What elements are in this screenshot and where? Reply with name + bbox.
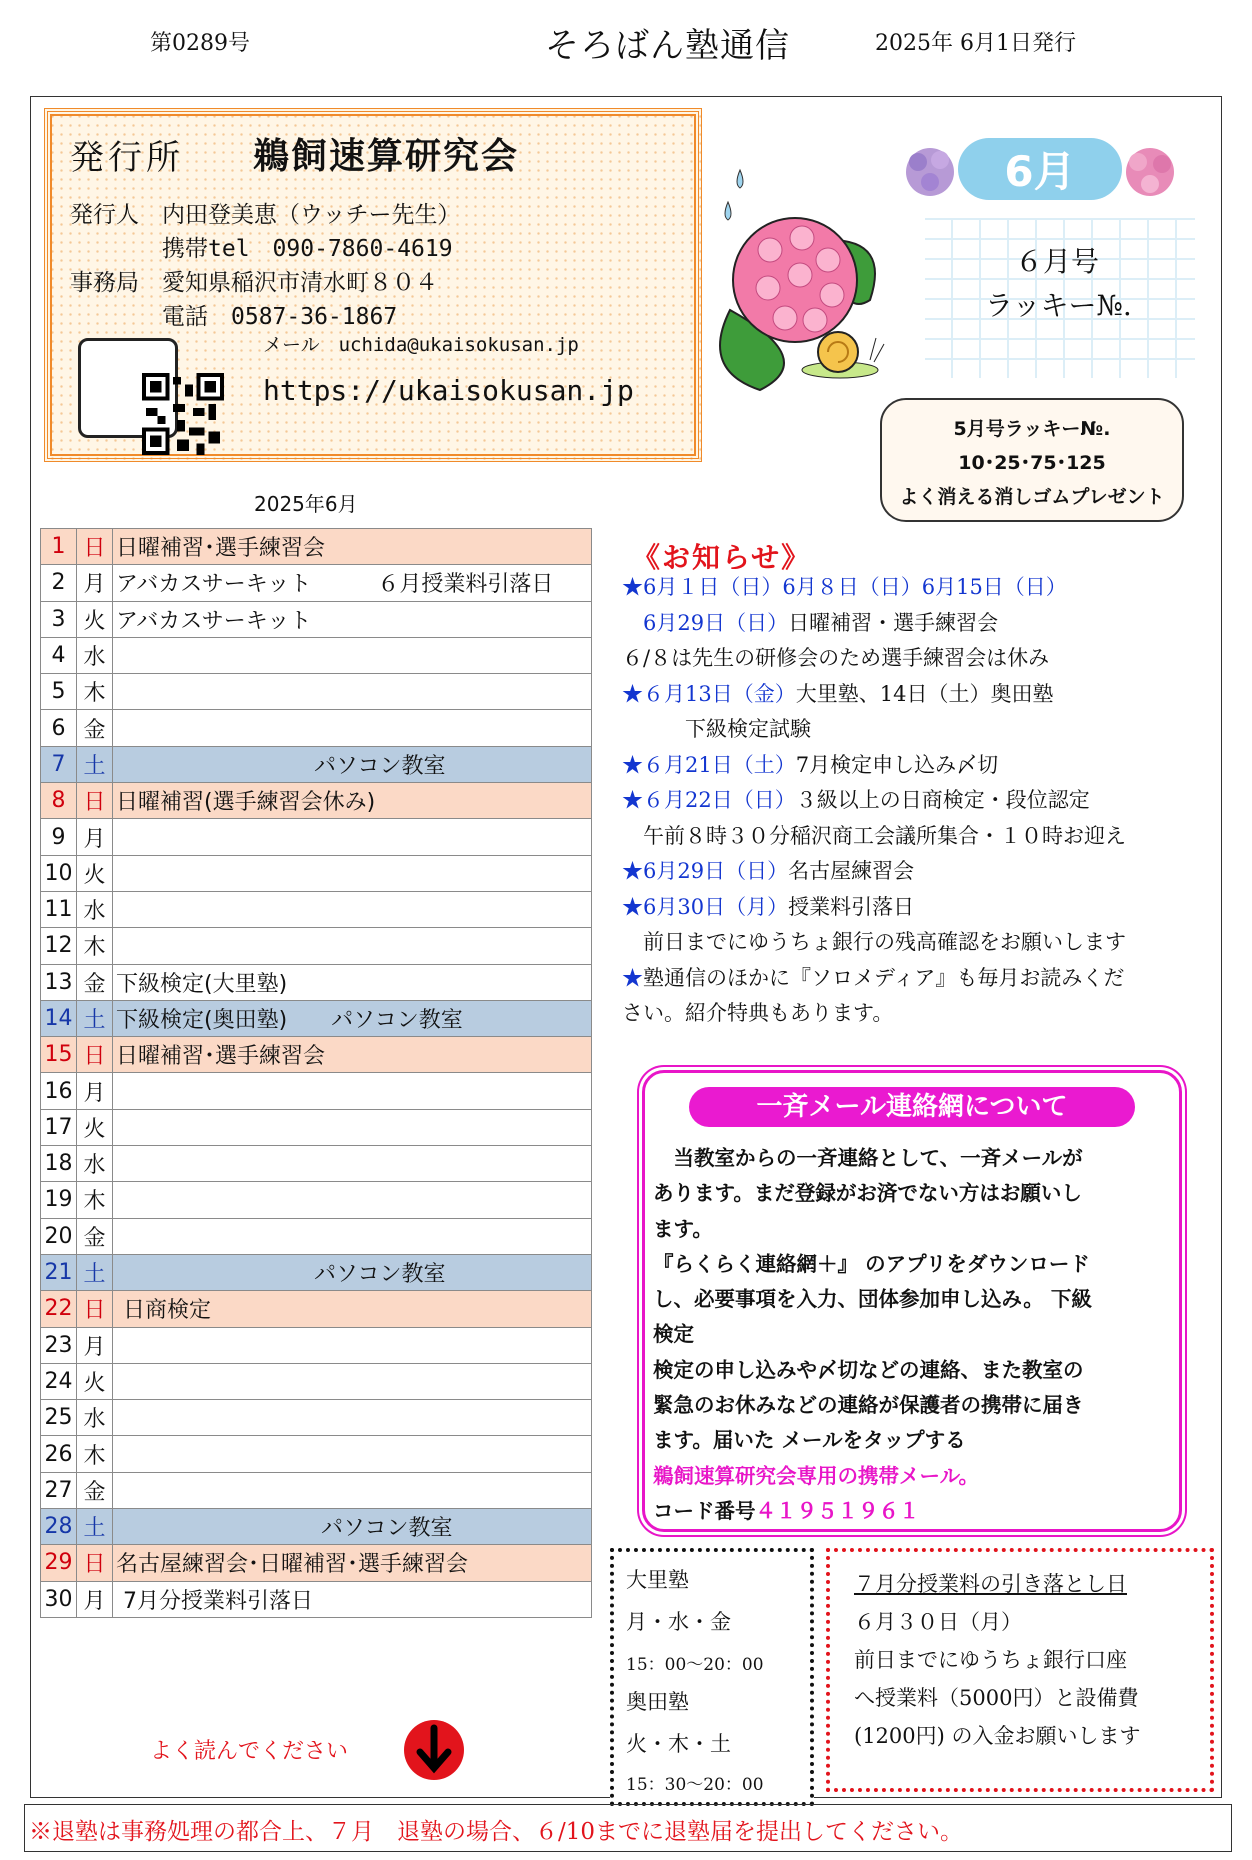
calendar-day: 10 [41,855,77,891]
notice-text: 6月29日（日）日曜補習・選手練習会 [622,610,999,635]
calendar-day: 7 [41,746,77,782]
star-icon: ★ [622,788,643,812]
calendar-row [41,1436,592,1472]
calendar-weekday: 金 [77,710,113,746]
website-link[interactable]: https://ukaisokusan.jp [263,374,634,407]
issue-date: 2025年 6月1日発行 [875,31,1076,56]
calendar-day: 29 [41,1545,77,1581]
star-icon: ★ [622,965,643,990]
calendar-event: 7月分授業料引落日 [113,1581,592,1617]
calendar-weekday: 水 [77,891,113,927]
calendar-weekday: 木 [77,674,113,710]
mail-line: あります。まだ登録がお済でない方はお願いし [653,1181,1082,1206]
star-icon: ★ [622,894,643,919]
hydrangea-snail-illustration [710,160,890,404]
calendar-day: 16 [41,1073,77,1109]
calendar-event [113,1218,592,1254]
calendar-event [113,637,592,673]
fee-line3: 前日までにゆうちょ銀行口座 [854,1648,1127,1672]
school2-days: 火・木・土 [626,1732,731,1756]
calendar-event: 日商検定 [113,1291,592,1327]
calendar-title: 2025年6月 [254,492,358,516]
calendar-weekday: 土 [77,1254,113,1290]
mail-line: ます。 [653,1216,713,1241]
calendar-day: 26 [41,1436,77,1472]
calendar-row [41,1109,592,1145]
calendar-weekday: 金 [77,1472,113,1508]
notice-item [622,783,1202,819]
calendar-day: 1 [41,529,77,565]
calendar-event [113,1327,592,1363]
calendar-event [113,891,592,927]
notice-item [622,819,1202,855]
calendar-day: 14 [41,1000,77,1036]
calendar-event [113,1436,592,1472]
calendar-row [41,1254,592,1290]
calendar-weekday: 水 [77,637,113,673]
calendar-row [41,1581,592,1617]
calendar-event: パソコン教室 [113,746,592,782]
calendar-weekday: 日 [77,529,113,565]
calendar-day: 11 [41,891,77,927]
badge-month: 6月 [1004,147,1076,196]
calendar-event [113,1363,592,1399]
calendar-day: 4 [41,637,77,673]
calendar-event: パソコン教室 [113,1254,592,1290]
calendar-event: 名古屋練習会･日曜補習･選手練習会 [113,1545,592,1581]
calendar-row [41,565,592,601]
notice-text: ６月21日（土）7月検定申し込み〆切 [643,752,999,777]
calendar-weekday: 火 [77,601,113,637]
fee-title: ７月分授業料の引き落とし日 [854,1572,1127,1596]
calendar-event [113,674,592,710]
mail-line: 当教室からの一斉連絡として、一斉メールが [653,1146,1083,1170]
calendar-weekday: 月 [77,1581,113,1617]
notice-text: 6月29日（日）名古屋練習会 [643,859,915,883]
calendar-row [41,1327,592,1363]
notice-item [622,570,1202,606]
footer-text: ※退塾は事務処理の都合上、７月 退塾の場合、６/10までに退塾届を提出してください。 [29,1819,964,1845]
calendar-event: アバカスサーキット ６月授業料引落日 [113,565,592,601]
calendar-row [41,1509,592,1545]
calendar-event [113,710,592,746]
calendar-row [41,819,592,855]
calendar-weekday: 月 [77,1327,113,1363]
calendar-day: 6 [41,710,77,746]
calendar-weekday: 水 [77,1146,113,1182]
school1-name: 大里塾 [626,1568,689,1592]
calendar-day: 9 [41,819,77,855]
calendar-day: 21 [41,1254,77,1290]
notice-item [622,925,1202,961]
calendar-row [41,1363,592,1399]
lucky-number: ラッキー№. [985,289,1132,322]
june-badge [900,124,1180,218]
mail-line: 『らくらく連絡網＋』 のアプリをダウンロード [653,1251,1090,1276]
notice-item [622,712,1202,748]
calendar-day: 15 [41,1037,77,1073]
may-lucky-box [880,398,1184,522]
calendar-weekday: 金 [77,964,113,1000]
mail-line: 検定 [653,1322,694,1347]
calendar-row [41,1037,592,1073]
calendar-weekday: 月 [77,1073,113,1109]
lucky-number-box [925,218,1195,378]
calendar-row [41,1182,592,1218]
star-icon: ★ [622,575,643,599]
calendar-row [41,1291,592,1327]
calendar-row [41,1000,592,1036]
publisher-office: 事務局 愛知県稲沢市清水町８０４ [70,270,438,296]
calendar-event: アバカスサーキット [113,601,592,637]
arrow-down-icon [404,1720,464,1780]
mail-network-title: 一斉メール連絡網について [689,1087,1135,1127]
calendar-row [41,964,592,1000]
notice-item [622,641,1202,677]
calendar-row [41,1472,592,1508]
notice-item [622,890,1202,926]
publisher-mail: メール uchida@ukaisokusan.jp [263,334,579,356]
calendar-weekday: 木 [77,1436,113,1472]
calendar-weekday: 木 [77,1182,113,1218]
notice-list [622,570,1202,1032]
calendar-day: 3 [41,601,77,637]
mail-dedicated-note: 鵜飼速算研究会専用の携帯メール。 [653,1463,979,1488]
fee-box [826,1548,1214,1792]
mail-line: ます。届いた メールをタップする [653,1428,966,1453]
calendar-row [41,637,592,673]
calendar-event: 下級検定(大里塾) [113,964,592,1000]
calendar-row [41,1218,592,1254]
notice-text: 午前８時３０分稲沢商工会議所集合・１０時お迎え [622,823,1126,848]
calendar-event: 日曜補習･選手練習会 [113,529,592,565]
publisher-box [44,108,702,462]
calendar-row [41,1146,592,1182]
calendar-event [113,928,592,964]
calendar-row [41,1545,592,1581]
school1-days: 月・水・金 [626,1610,731,1634]
calendar-day: 24 [41,1363,77,1399]
read-me-note: よく読んでください [150,1739,349,1764]
notice-text: 下級検定試験 [622,717,811,741]
calendar-event: 日曜補習･選手練習会 [113,1037,592,1073]
notice-item [622,677,1202,713]
footer-notice [24,1804,1232,1852]
notice-item [622,996,1202,1032]
calendar-day: 20 [41,1218,77,1254]
fee-line5: (1200円) の入金お願いします [854,1724,1141,1748]
calendar-day: 12 [41,928,77,964]
star-icon: ★ [622,752,643,777]
calendar-event [113,1400,592,1436]
calendar-day: 22 [41,1291,77,1327]
calendar-weekday: 金 [77,1218,113,1254]
hydrangea-right-icon [1126,148,1174,196]
calendar-row [41,601,592,637]
calendar-row [41,674,592,710]
calendar-row [41,710,592,746]
may-lucky-title: 5月号ラッキー№. [953,418,1111,440]
publisher-person: 発行人 内田登美恵（ウッチー先生） [70,202,461,228]
school1-time: 15：00〜20：00 [626,1655,764,1675]
publisher-org: 鵜飼速算研究会 [253,136,520,177]
star-icon: ★ [622,859,643,883]
lucky-label: ６月号 [1015,245,1100,278]
notice-text: さい。紹介特典もあります。 [622,1001,894,1025]
calendar-weekday: 木 [77,928,113,964]
notice-text: 塾通信のほかに『ソロメディア』も毎月お読みくだ [643,965,1125,990]
calendar-day: 25 [41,1400,77,1436]
calendar-row [41,855,592,891]
notice-item [622,748,1202,784]
calendar-weekday: 火 [77,855,113,891]
calendar-weekday: 日 [77,1291,113,1327]
calendar-weekday: 日 [77,1545,113,1581]
calendar-weekday: 水 [77,1400,113,1436]
school-hours-box [610,1548,814,1806]
calendar-weekday: 月 [77,565,113,601]
calendar-day: 8 [41,783,77,819]
calendar-event: パソコン教室 [113,1509,592,1545]
qr-code-icon[interactable] [78,338,178,438]
notice-item [622,854,1202,890]
calendar-weekday: 火 [77,1363,113,1399]
calendar-day: 18 [41,1146,77,1182]
notice-title: 《お知らせ》 [632,541,812,574]
calendar-day: 27 [41,1472,77,1508]
calendar-weekday: 土 [77,1509,113,1545]
calendar-weekday: 日 [77,1037,113,1073]
calendar-event [113,855,592,891]
calendar-weekday: 月 [77,819,113,855]
notice-text: 6月30日（月）授業料引落日 [643,894,915,919]
notice-text: ６月22日（日）３級以上の日商検定・段位認定 [643,788,1090,812]
publisher-label: 発行所 [70,138,184,178]
calendar-weekday: 火 [77,1109,113,1145]
calendar-day: 28 [41,1509,77,1545]
publisher-mobile: 携帯tel 090-7860-4619 [70,236,453,262]
fee-date: ６月３０日（月） [854,1610,1022,1634]
calendar-table [40,528,592,1618]
mail-code-value: ４１９５１９６１ [755,1498,920,1523]
calendar-event: 日曜補習(選手練習会休み) [113,783,592,819]
calendar-event [113,1182,592,1218]
school2-name: 奥田塾 [626,1690,689,1714]
calendar-event [113,819,592,855]
notice-text: ６/８は先生の研修会のため選手練習会は休み [622,646,1050,670]
mail-line: 検定の申し込みや〆切などの連絡、また教室の [653,1357,1084,1382]
calendar-event [113,1146,592,1182]
hydrangea-left-icon [906,148,954,196]
notice-item [622,961,1202,997]
calendar-event [113,1073,592,1109]
calendar-row [41,928,592,964]
newsletter-title: そろばん塾通信 [545,26,790,66]
calendar-weekday: 土 [77,746,113,782]
notice-text: 6月１日（日）6月８日（日）6月15日（日） [643,575,1067,599]
calendar-event [113,1472,592,1508]
calendar-row [41,783,592,819]
notice-item [622,606,1202,642]
may-lucky-prize: よく消える消しゴムプレゼント [899,486,1165,508]
calendar-row [41,529,592,565]
mail-code-row [653,1494,1173,1529]
mail-line: し、必要事項を入力、団体参加申し込み。 下級 [653,1287,1092,1312]
calendar-row [41,1073,592,1109]
calendar-row [41,746,592,782]
notice-text: 前日までにゆうちょ銀行の残高確認をお願いします [622,930,1126,954]
fee-line4: へ授業料（5000円）と設備費 [854,1686,1139,1710]
calendar-weekday: 土 [77,1000,113,1036]
mail-code-label: コード番号 [653,1498,756,1523]
may-lucky-numbers: 10･25･75･125 [958,452,1106,474]
calendar-weekday: 日 [77,783,113,819]
star-icon: ★ [622,681,643,706]
calendar-day: 2 [41,565,77,601]
mail-network-body [653,1141,1173,1529]
mail-network-box [642,1070,1182,1532]
calendar-day: 13 [41,964,77,1000]
calendar-event [113,1109,592,1145]
notice-text: ６月13日（金）大里塾、14日（土）奥田塾 [643,681,1054,706]
calendar-day: 5 [41,674,77,710]
mail-line: 緊急のお休みなどの連絡が保護者の携帯に届き [653,1393,1084,1418]
school2-time: 15：30〜20：00 [626,1775,764,1795]
calendar-row [41,1400,592,1436]
calendar-day: 19 [41,1182,77,1218]
calendar-day: 23 [41,1327,77,1363]
calendar-day: 17 [41,1109,77,1145]
calendar-day: 30 [41,1581,77,1617]
publisher-phone: 電話 0587-36-1867 [70,304,398,330]
issue-number: 第0289号 [150,31,250,56]
calendar-event: 下級検定(奥田塾) パソコン教室 [113,1000,592,1036]
calendar-row [41,891,592,927]
